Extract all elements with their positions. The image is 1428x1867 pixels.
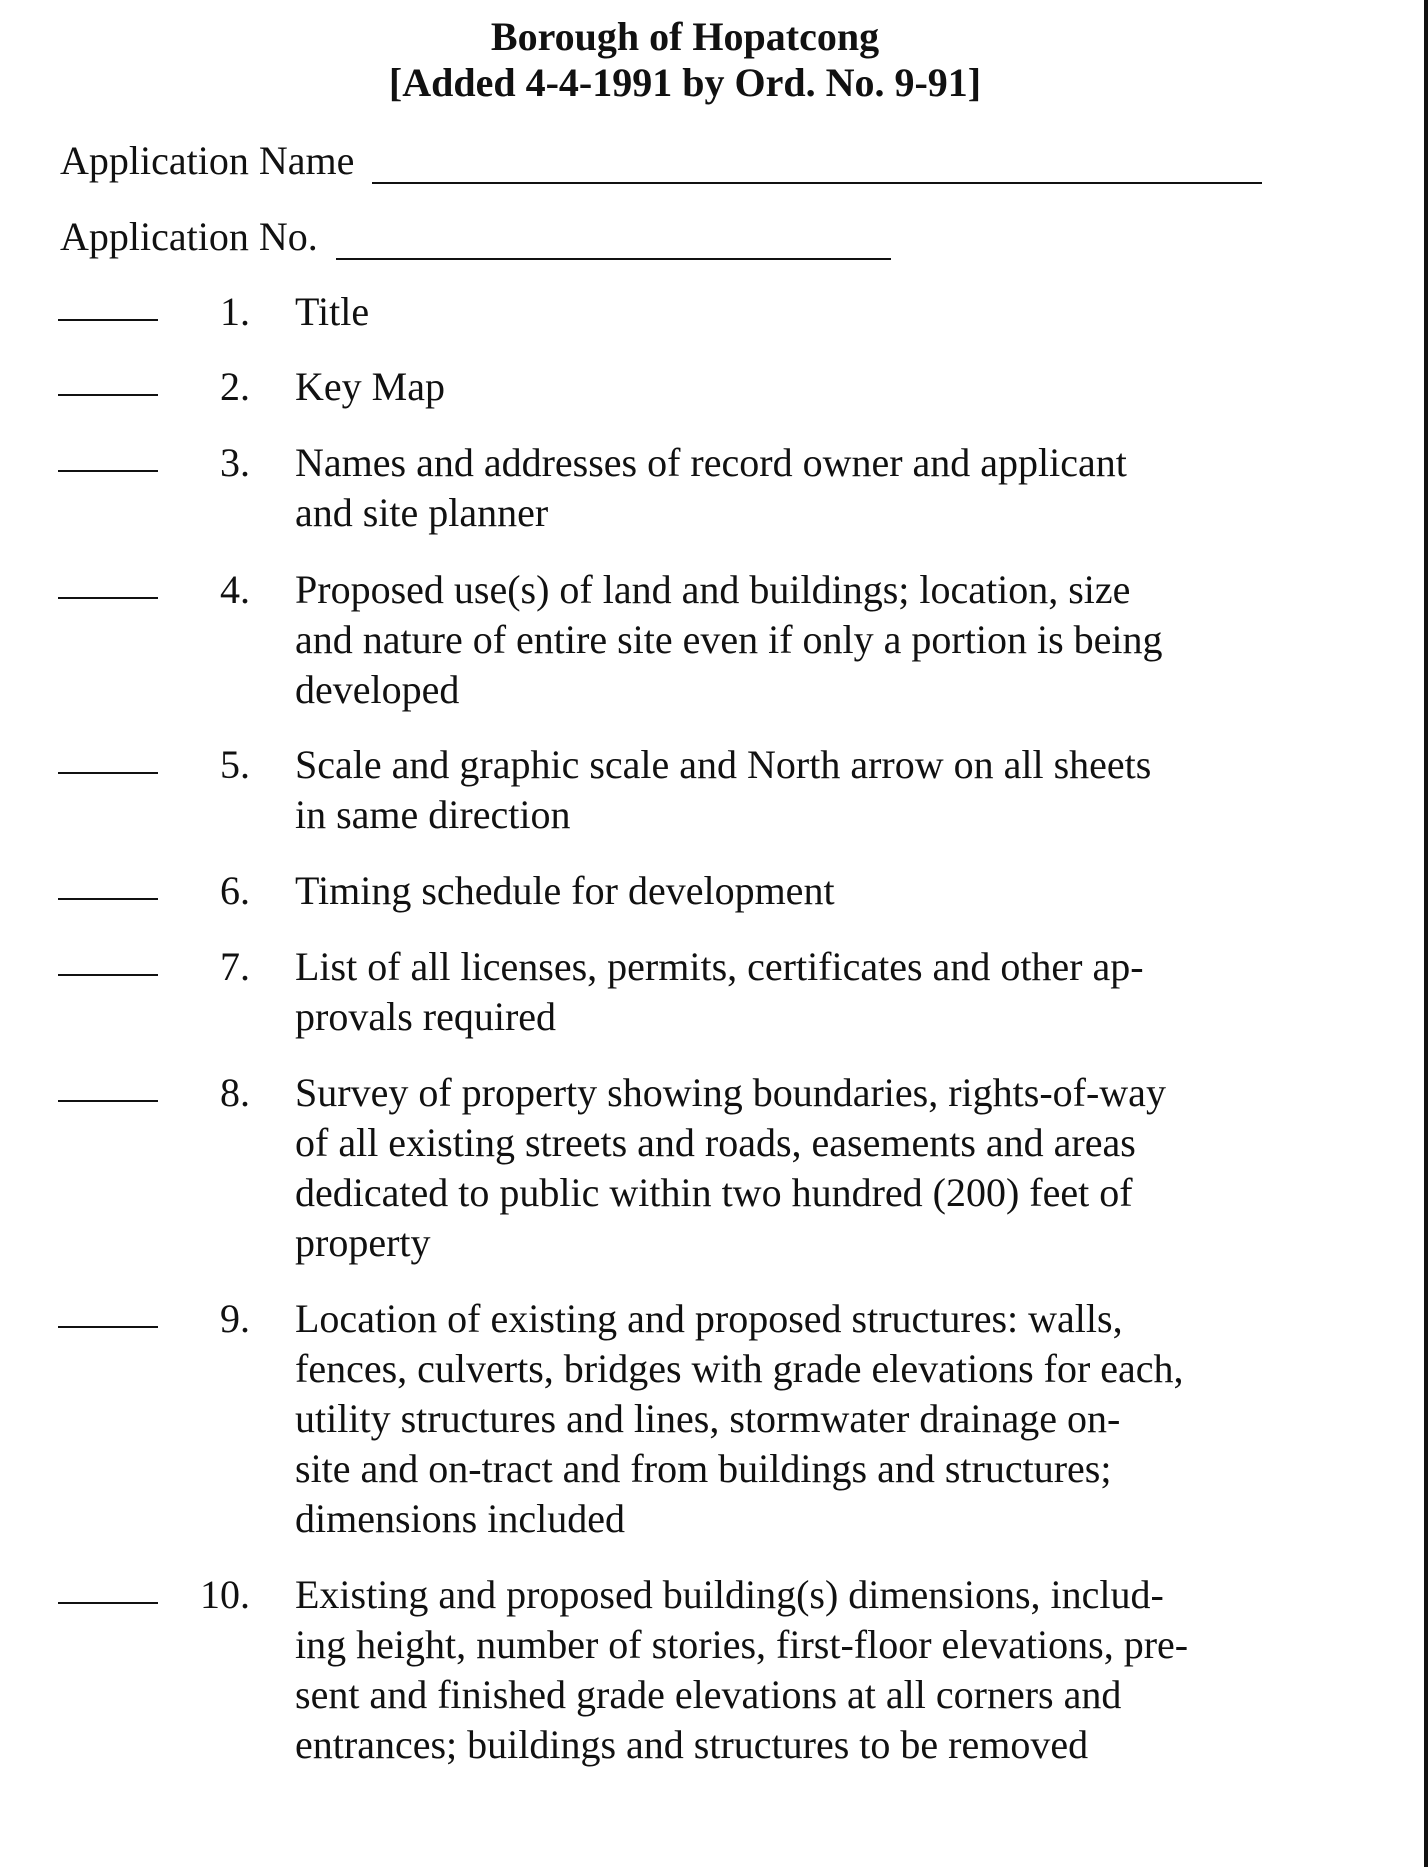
item-text-9: Location of existing and proposed structures: walls, fences, culverts, bridges with grade elevations for each, utility structures and lines, stormwater drainage on- site and on-tract and from buildings and structures; dimensions included (295, 1296, 1184, 1541)
application-no-field[interactable] (336, 228, 891, 260)
item-number-4: 4. (220, 567, 250, 612)
check-line-10[interactable] (58, 1602, 158, 1604)
item-text-5: Scale and graphic scale and North arrow on all sheets in same direction (295, 742, 1152, 837)
check-line-1[interactable] (58, 319, 158, 321)
item-number-7: 7. (220, 944, 250, 989)
item-text-3: Names and addresses of record owner and applicant and site planner (295, 440, 1127, 535)
item-number-9: 9. (220, 1296, 250, 1341)
item-text-4: Proposed use(s) of land and buildings; location, size and nature of entire site even if only a portion is being developed (295, 567, 1163, 712)
check-line-6[interactable] (58, 898, 158, 900)
check-line-4[interactable] (58, 597, 158, 599)
check-line-5[interactable] (58, 772, 158, 774)
item-number-5: 5. (220, 742, 250, 787)
page-border (1424, 0, 1428, 1867)
application-no-label: Application No. (60, 214, 318, 259)
item-number-8: 8. (220, 1070, 250, 1115)
check-line-2[interactable] (58, 394, 158, 396)
document-subtitle: [Added 4-4-1991 by Ord. No. 9-91] (388, 60, 982, 105)
item-number-6: 6. (220, 868, 250, 913)
document-header (0, 14, 1428, 106)
item-text-7: List of all licenses, permits, certificates and other ap- provals required (295, 944, 1144, 1039)
item-text-8: Survey of property showing boundaries, rights-of-way of all existing streets and roads, easements and areas dedicated to public within two hundred (200) feet of property (295, 1070, 1166, 1265)
application-name-field[interactable] (372, 152, 1262, 184)
item-number-10: 10. (200, 1572, 250, 1617)
item-number-1: 1. (220, 289, 250, 334)
application-name-row (60, 138, 1262, 184)
check-line-8[interactable] (58, 1100, 158, 1102)
item-text-10: Existing and proposed building(s) dimensions, includ- ing height, number of stories, first-floor elevations, pre- sent and finished grade elevations at all corners and entrances; buildings and structures to be removed (295, 1572, 1189, 1767)
application-no-row (60, 214, 891, 260)
item-number-2: 2. (220, 364, 250, 409)
check-line-7[interactable] (58, 974, 158, 976)
item-text-6: Timing schedule for development (295, 868, 835, 913)
check-line-9[interactable] (58, 1326, 158, 1328)
item-text-1: Title (295, 289, 370, 334)
document-title: Borough of Hopatcong (490, 14, 880, 59)
item-number-3: 3. (220, 440, 250, 485)
item-text-2: Key Map (295, 364, 445, 409)
application-name-label: Application Name (60, 138, 355, 183)
check-line-3[interactable] (58, 470, 158, 472)
